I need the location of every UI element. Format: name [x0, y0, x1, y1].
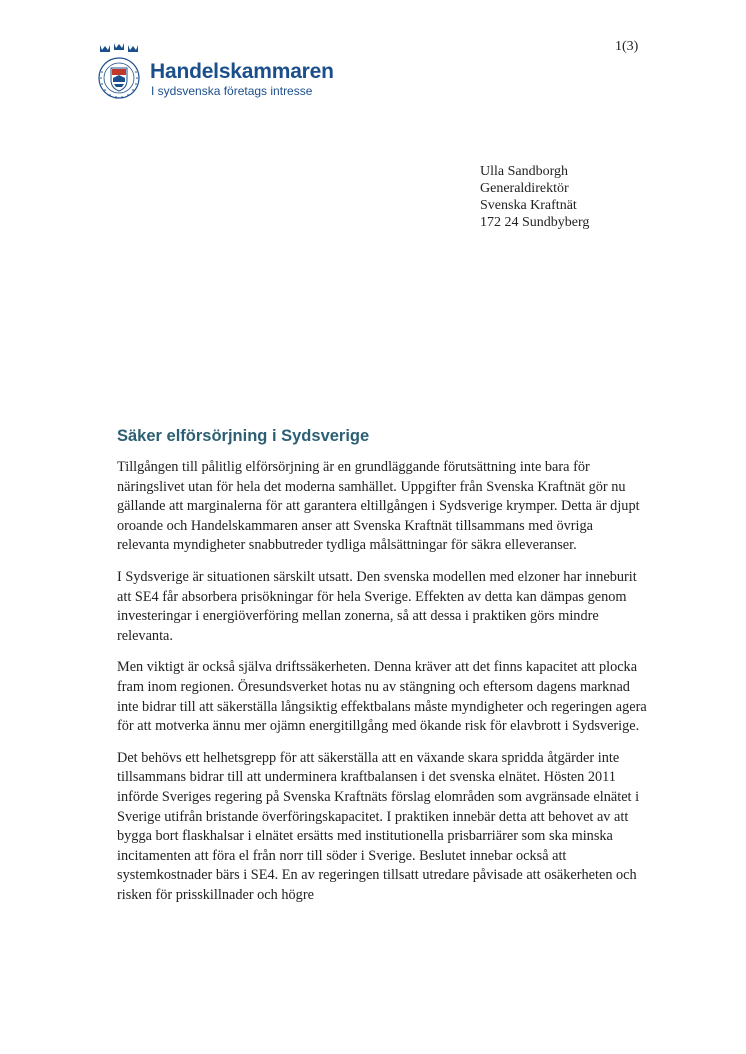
brand-name: Handelskammaren: [150, 60, 334, 83]
brand-tagline: I sydsvenska företags intresse: [151, 84, 313, 98]
logo: [96, 42, 336, 106]
paragraph: Men viktigt är också själva driftssäkerheten. Denna kräver att det finns kapacitet att plocka fram inom regionen. Öresundsverket hotas nu av stängning och eftersom dagens marknad inte bidrar till att säkerställa långsiktig effektbalans måste myndigheter och regeringen agera för att motverka ännu mer ojämn energitillgång med ökande risk för elavbrott i Sydsverige.: [117, 659, 647, 735]
recipient-postal-address: 172 24 Sundbyberg: [480, 215, 590, 230]
crest-emblem-icon: [96, 42, 142, 104]
recipient-organization: Svenska Kraftnät: [480, 198, 577, 213]
document-title: Säker elförsörjning i Sydsverige: [117, 427, 370, 445]
paragraph: Tillgången till pålitlig elförsörjning är en grundläggande förutsättning inte bara för näringslivet utan för hela det moderna samhället. Uppgifter från Svenska Kraftnät gör nu gällande att marginalerna för att garantera eltillgången i Sydsverige krymper. Detta är djupt oroande och Handelskammaren anser att Svenska Kraftnät tillsammans med övriga relevanta myndigheter snabbutreder tydliga målsättningar för säkra elleveranser.: [117, 459, 640, 554]
page-number: 1(3): [615, 39, 639, 54]
document-body: [117, 458, 647, 917]
paragraph: I Sydsverige är situationen särskilt utsatt. Den svenska modellen med elzoner har inneburit att SE4 får absorbera prisökningar för hela Sverige. Effekten av detta kan dämpas genom investeringar i energiöverföring mellan zonerna, så att dessa i praktiken görs mindre relevanta.: [117, 568, 637, 644]
recipient-name: Ulla Sandborgh: [480, 164, 569, 179]
recipient-address: [480, 163, 589, 231]
recipient-title: Generaldirektör: [480, 181, 569, 196]
paragraph: Det behövs ett helhetsgrepp för att säkerställa att en växande skara spridda åtgärder inte tillsammans bidrar till att underminera kraftbalansen i det svenska elnätet. Hösten 2011 införde Sveriges regering på Svenska Kraftnäts förslag elområden som avgränsade elnätet i Sverige utifrån bristande överföringskapacitet. I praktiken innebär detta att behovet av att bygga bort flaskhalsar i elnätet ersätts med institutionella prisbarriärer som ska minska incitamenten att föra el från norr till söder i Sverige. Beslutet innebar också att systemkostnader bärs i SE4. En av regeringen tillsatt utredare påvisade att osäkerheten och risken för prisskillnader och högre: [117, 749, 640, 903]
